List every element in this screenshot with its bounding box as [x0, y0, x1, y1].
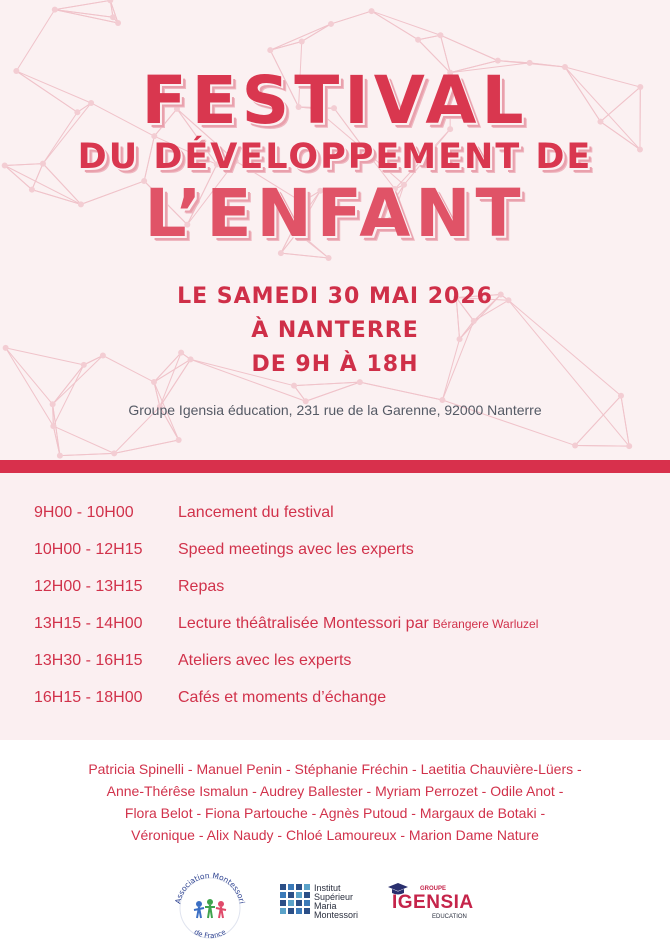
ismm-line: Maria: [314, 901, 337, 911]
schedule-activity-wrap: [178, 504, 334, 522]
schedule-activity: Speed meetings avec les experts: [178, 541, 414, 558]
schedule-activity-wrap: [178, 615, 538, 633]
event-address: Groupe Igensia éducation, 231 rue de la Garenne, 92000 Nanterre: [128, 402, 542, 418]
schedule-time: 9H00 - 10H00: [34, 504, 134, 521]
schedule-performer: Bérangere Warluzel: [432, 617, 539, 631]
speakers-line: Véronique - Alix Naudy - Chloé Lamoureux - Marion Dame Nature: [131, 827, 539, 843]
schedule-activity-wrap: [178, 578, 224, 596]
schedule-activity: Lecture théâtralisée Montessori par: [178, 615, 429, 632]
partner-logos: [0, 862, 670, 947]
festival-title-line3: L’ENFANT: [144, 175, 526, 252]
accent-divider: [0, 460, 670, 473]
ismm-logo-text: [314, 884, 358, 920]
schedule-activity: Cafés et moments d’échange: [178, 689, 387, 706]
speakers-line: Anne-Thérêse Ismalun - Audrey Ballester - Myriam Perrozet - Odile Anot -: [106, 783, 564, 799]
ismm-line: Supérieur: [314, 892, 354, 902]
ismm-logo-mark: [280, 884, 310, 916]
schedule-time: 13H30 - 16H15: [34, 652, 143, 669]
amf-text-bottom: de France: [192, 928, 228, 941]
speakers-list: [0, 758, 670, 846]
igensia-top-text: GROUPE: [420, 886, 447, 892]
igensia-sub-text: EDUCATION: [432, 914, 467, 920]
schedule-time: 10H00 - 12H15: [34, 541, 143, 558]
event-date: LE SAMEDI 30 MAI 2026: [177, 284, 493, 309]
schedule-section: [0, 473, 670, 740]
association-montessori-logo: [170, 868, 250, 946]
schedule-time: 12H00 - 13H15: [34, 578, 143, 595]
schedule-activity: Repas: [178, 578, 225, 595]
ismm-line: Montessori: [314, 910, 359, 920]
schedule-time: 16H15 - 18H00: [34, 689, 143, 706]
amf-text-top: Association Montessori: [173, 870, 247, 905]
festival-title-line2: DU DÉVELOPPEMENT DE: [77, 137, 593, 177]
event-place: À NANTERRE: [251, 318, 419, 343]
schedule-activity-wrap: [178, 541, 414, 559]
festival-title-line1: FESTIVAL: [141, 62, 529, 139]
schedule-activity: Ateliers avec les experts: [178, 652, 352, 669]
schedule-activity-wrap: [178, 652, 351, 670]
ismm-line: Institut: [314, 883, 341, 893]
schedule-activity: Lancement du festival: [178, 504, 334, 521]
schedule-time: 13H15 - 14H00: [34, 615, 143, 632]
speakers-line: Patricia Spinelli - Manuel Penin - Stéphanie Fréchin - Laetitia Chauvière-Lüers -: [88, 761, 582, 777]
header-section: [0, 0, 670, 460]
speakers-line: Flora Belot - Fiona Partouche - Agnès Putoud - Margaux de Botaki -: [124, 805, 546, 821]
schedule-activity-wrap: [178, 689, 386, 707]
igensia-logo-text: IGENSIA: [392, 892, 474, 913]
event-hours: DE 9H À 18H: [251, 352, 419, 377]
